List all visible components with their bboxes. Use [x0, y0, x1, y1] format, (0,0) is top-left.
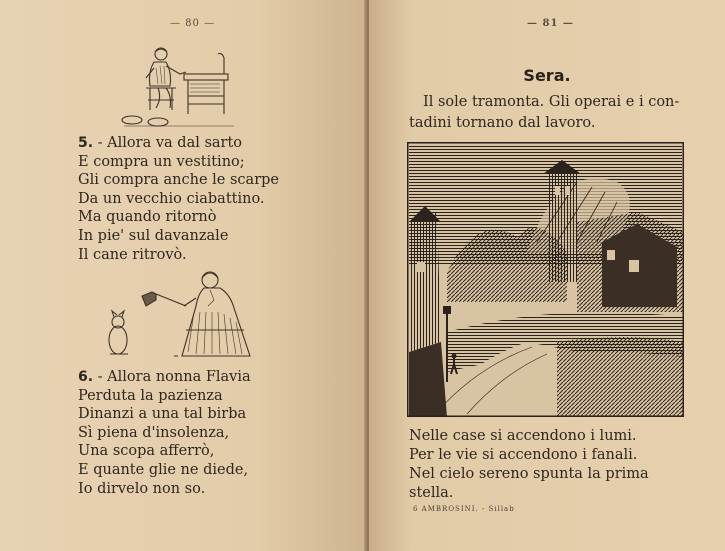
stanza-6-line-6: E quante glie ne diede, [78, 461, 249, 478]
stanza-6-line-1-text: - Allora nonna Flavia [97, 369, 251, 385]
stanza-5-line-5: Ma quando ritornò [78, 209, 217, 226]
stanza-5 [78, 134, 279, 264]
intro-paragraph [409, 92, 709, 134]
stanza-5-line-1 [78, 134, 279, 153]
stanza-6-line-7: Io dirvelo non so. [78, 480, 206, 497]
stanza-5-number: 5. [78, 135, 94, 151]
stanza-6-line-4: Sì piena d'insolenza, [78, 424, 230, 441]
closing-paragraph [409, 427, 709, 503]
stanza-6-line-1 [78, 368, 251, 387]
stanza-6 [78, 368, 251, 498]
stanza-6-line-5: Una scopa afferrò, [78, 443, 215, 460]
stanza-6-line-2: Perduta la pazienza [78, 387, 223, 404]
tailor-illustration [118, 44, 238, 132]
stanza-5-line-3: Gli compra anche le scarpe [78, 172, 279, 189]
closing-line-1: Nelle case si accendono i lumi. [409, 428, 637, 444]
right-page-number: — 81 — [527, 18, 574, 29]
chapter-title: Sera. [523, 66, 571, 85]
stanza-6-line-3: Dinanzi a una tal birba [78, 406, 247, 423]
stanza-5-line-2: E compra un vestitino; [78, 153, 245, 170]
closing-line-2: Per le vie si accendono i fanali. [409, 447, 638, 463]
right-page [369, 0, 725, 551]
stanza-5-line-6: In pie' sul davanzale [78, 227, 229, 244]
closing-line-4: stella. [409, 485, 454, 501]
stanza-5-line-1-text: - Allora va dal sarto [97, 135, 243, 151]
intro-line-1: Il sole tramonta. Gli operai e i con- [423, 94, 680, 110]
grandma-broom-illustration [100, 268, 270, 362]
page-footer: 6 AMBROSINI. - Sillab [413, 505, 515, 513]
closing-line-3: Nel cielo sereno spunta la prima [409, 466, 649, 482]
evening-village-engraving [407, 142, 684, 417]
intro-line-2: tadini tornano dal lavoro. [409, 115, 596, 131]
left-page-number: — 80 — [170, 18, 216, 29]
stanza-5-line-4: Da un vecchio ciabattino. [78, 190, 265, 207]
stanza-6-number: 6. [78, 369, 94, 385]
stanza-5-line-7: Il cane ritrovò. [78, 246, 187, 263]
